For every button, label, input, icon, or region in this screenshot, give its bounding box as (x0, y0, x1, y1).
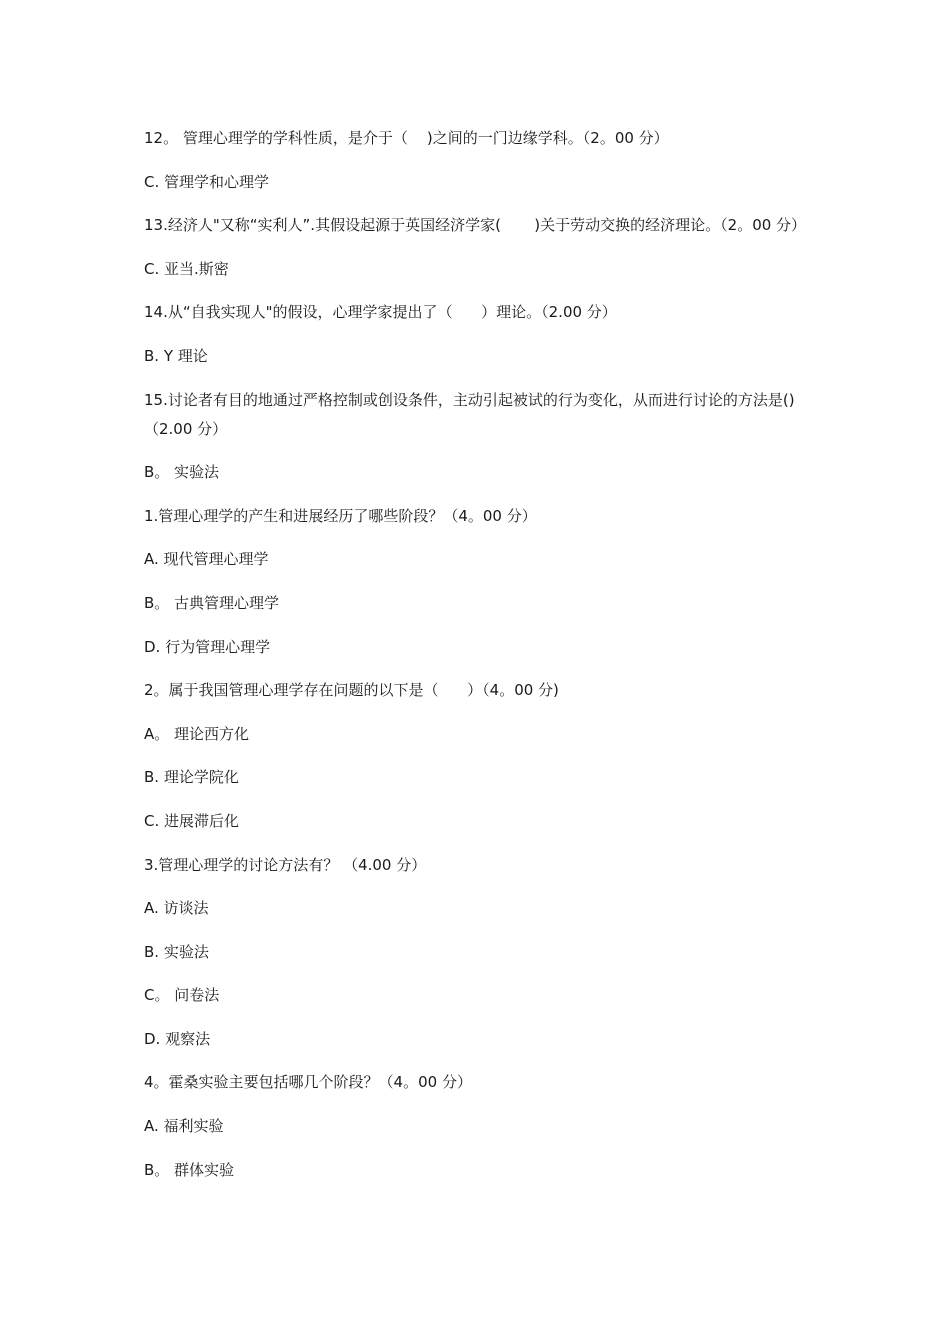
answer-12: C. 管理学和心理学 (144, 172, 270, 191)
question-14: 14.从“自我实现人"的假设，心理学家提出了（ ）理论。（2.00 分） (144, 303, 617, 322)
document-body (144, 124, 814, 1199)
multi-answer-3a: A. 访谈法 (144, 899, 209, 918)
multi-answer-1a: A. 现代管理心理学 (144, 550, 269, 569)
answer-13: C. 亚当.斯密 (144, 259, 229, 278)
question-13: 13.经济人"又称“实利人”.其假设起源于英国经济学家( )关于劳动交换的经济理论。（2。00 分） (144, 216, 807, 235)
multi-answer-2a: A。 理论西方化 (144, 724, 250, 743)
question-15: 15.讨论者有目的地通过严格控制或创设条件，主动引起被试的行为变化，从而进行讨论的方法是()（2.00 分） (144, 390, 795, 438)
multi-question-2: 2。属于我国管理心理学存在问题的以下是（ ）（4。00 分) (144, 681, 559, 700)
answer-14: B. Y 理论 (144, 346, 208, 365)
multi-answer-3b: B. 实验法 (144, 942, 209, 961)
multi-question-3: 3.管理心理学的讨论方法有？ （4.00 分） (144, 855, 427, 874)
multi-answer-2b: B. 理论学院化 (144, 768, 239, 787)
multi-answer-4b: B。 群体实验 (144, 1160, 235, 1179)
multi-question-1: 1.管理心理学的产生和进展经历了哪些阶段？（4。00 分） (144, 506, 537, 525)
multi-answer-1b: B。 古典管理心理学 (144, 593, 280, 612)
multi-answer-3d: D. 观察法 (144, 1029, 211, 1048)
multi-answer-4a: A. 福利实验 (144, 1117, 224, 1136)
multi-answer-2c: C. 进展滞后化 (144, 811, 240, 830)
answer-15: B。 实验法 (144, 463, 220, 482)
multi-answer-3c: C。 问卷法 (144, 986, 220, 1005)
multi-answer-1d: D. 行为管理心理学 (144, 637, 271, 656)
question-12: 12。 管理心理学的学科性质，是介于（ )之间的一门边缘学科。（2。00 分） (144, 129, 669, 147)
multi-question-4: 4。霍桑实验主要包括哪几个阶段？（4。00 分） (144, 1073, 472, 1092)
